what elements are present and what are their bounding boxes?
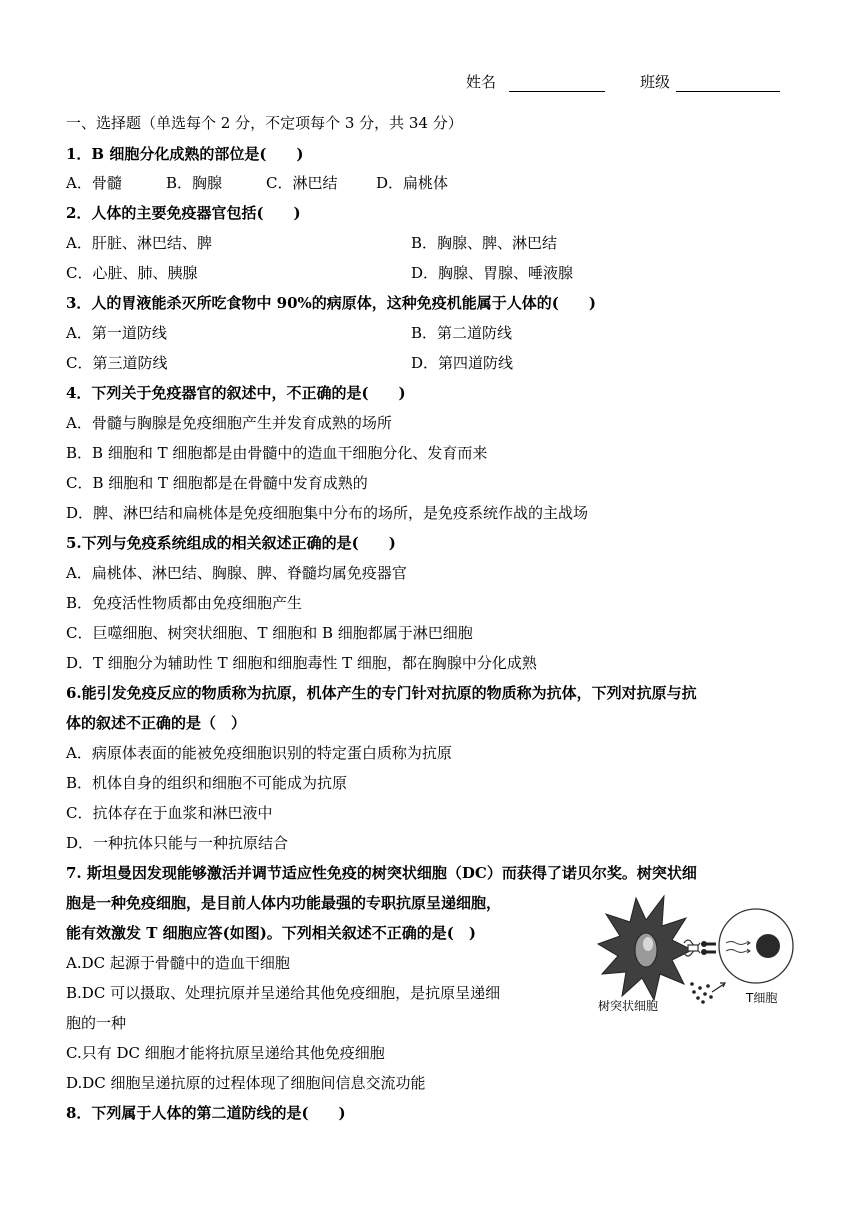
signal-arrow-icon <box>712 984 724 992</box>
section-title: 一、选择题（单选每个 2 分，不定项每个 3 分，共 34 分） <box>66 114 463 132</box>
q7-option-b-line2[interactable]: 胞的一种 <box>66 1014 127 1032</box>
q7-option-d[interactable]: D.DC 细胞呈递抗原的过程体现了细胞间信息交流功能 <box>66 1074 426 1092</box>
q6-option-d[interactable]: D．一种抗体只能与一种抗原结合 <box>66 834 289 852</box>
q3-option-a[interactable]: A．第一道防线 <box>66 324 167 342</box>
q2-option-d[interactable]: D．胸腺、胃腺、唾液腺 <box>411 264 574 282</box>
class-blank[interactable] <box>676 91 780 92</box>
q4-stem: 4．下列关于免疫器官的叙述中，不正确的是( ) <box>66 384 406 402</box>
q4-option-a[interactable]: A．骨髓与胸腺是免疫细胞产生并发育成熟的场所 <box>66 414 392 432</box>
q7-stem-line3: 能有效激发 T 细胞应答(如图)。下列相关叙述不正确的是( ) <box>66 924 476 942</box>
q3-stem: 3．人的胃液能杀灭所吃食物中 90%的病原体，这种免疫机能属于人体的( ) <box>66 294 596 312</box>
q5-option-d[interactable]: D．T 细胞分为辅助性 T 细胞和细胞毒性 T 细胞，都在胸腺中分化成熟 <box>66 654 537 672</box>
q1-option-d[interactable]: D．扁桃体 <box>376 174 449 192</box>
q4-option-b[interactable]: B．B 细胞和 T 细胞都是由骨髓中的造血干细胞分化、发育而来 <box>66 444 488 462</box>
signal-molecules <box>690 982 713 1004</box>
q5-stem: 5.下列与免疫系统组成的相关叙述正确的是( ) <box>66 534 396 552</box>
name-label: 姓名 <box>466 73 497 91</box>
q6-option-b[interactable]: B．机体自身的组织和细胞不可能成为抗原 <box>66 774 348 792</box>
q4-option-d[interactable]: D．脾、淋巴结和扁桃体是免疫细胞集中分布的场所，是免疫系统作战的主战场 <box>66 504 589 522</box>
class-label: 班级 <box>640 73 671 91</box>
q4-option-c[interactable]: C．B 细胞和 T 细胞都是在骨髓中发育成熟的 <box>66 474 368 492</box>
name-blank[interactable] <box>509 91 605 92</box>
q7-stem-line2: 胞是一种免疫细胞，是目前人体内功能最强的专职抗原呈递细胞， <box>66 894 502 912</box>
q7-option-a[interactable]: A.DC 起源于骨髓中的造血干细胞 <box>66 954 290 972</box>
q6-option-c[interactable]: C．抗体存在于血浆和淋巴液中 <box>66 804 273 822</box>
q5-option-c[interactable]: C．巨噬细胞、树突状细胞、T 细胞和 B 细胞都属于淋巴细胞 <box>66 624 473 642</box>
q1-option-b[interactable]: B．胸腺 <box>166 174 223 192</box>
q5-option-a[interactable]: A．扁桃体、淋巴结、胸腺、脾、脊髓均属免疫器官 <box>66 564 407 582</box>
q7-stem-line1: 7. 斯坦曼因发现能够激活并调节适应性免疫的树突状细胞（DC）而获得了诺贝尔奖。树突状细 <box>66 864 697 882</box>
q8-stem: 8．下列属于人体的第二道防线的是( ) <box>66 1104 346 1122</box>
dc-label: 树突状细胞 <box>598 999 659 1013</box>
q7-option-b-line1[interactable]: B.DC 可以摄取、处理抗原并呈递给其他免疫细胞，是抗原呈递细 <box>66 984 501 1002</box>
q1-option-c[interactable]: C．淋巴结 <box>266 174 338 192</box>
q2-stem: 2．人体的主要免疫器官包括( ) <box>66 204 301 222</box>
t-cell-nucleus <box>756 934 780 958</box>
q2-option-b[interactable]: B．胸腺、脾、淋巴结 <box>411 234 558 252</box>
q2-option-a[interactable]: A．肝脏、淋巴结、脾 <box>66 234 212 252</box>
q6-option-a[interactable]: A．病原体表面的能被免疫细胞识别的特定蛋白质称为抗原 <box>66 744 452 762</box>
dc-t-cell-figure <box>596 888 802 1018</box>
q3-option-c[interactable]: C．第三道防线 <box>66 354 168 372</box>
q1-option-a[interactable]: A．骨髓 <box>66 174 122 192</box>
q7-option-c[interactable]: C.只有 DC 细胞才能将抗原呈递给其他免疫细胞 <box>66 1044 385 1062</box>
t-cell-label: T细胞 <box>746 991 778 1005</box>
q6-stem-line1: 6.能引发免疫反应的物质称为抗原，机体产生的专门针对抗原的物质称为抗体，下列对抗原与抗 <box>66 684 697 702</box>
q5-option-b[interactable]: B．免疫活性物质都由免疫细胞产生 <box>66 594 303 612</box>
q2-option-c[interactable]: C．心脏、肺、胰腺 <box>66 264 198 282</box>
q3-option-b[interactable]: B．第二道防线 <box>411 324 513 342</box>
q1-stem: 1．B 细胞分化成熟的部位是( ) <box>66 145 304 163</box>
q3-option-d[interactable]: D．第四道防线 <box>411 354 514 372</box>
q6-stem-line2: 体的叙述不正确的是（ ） <box>66 714 247 732</box>
